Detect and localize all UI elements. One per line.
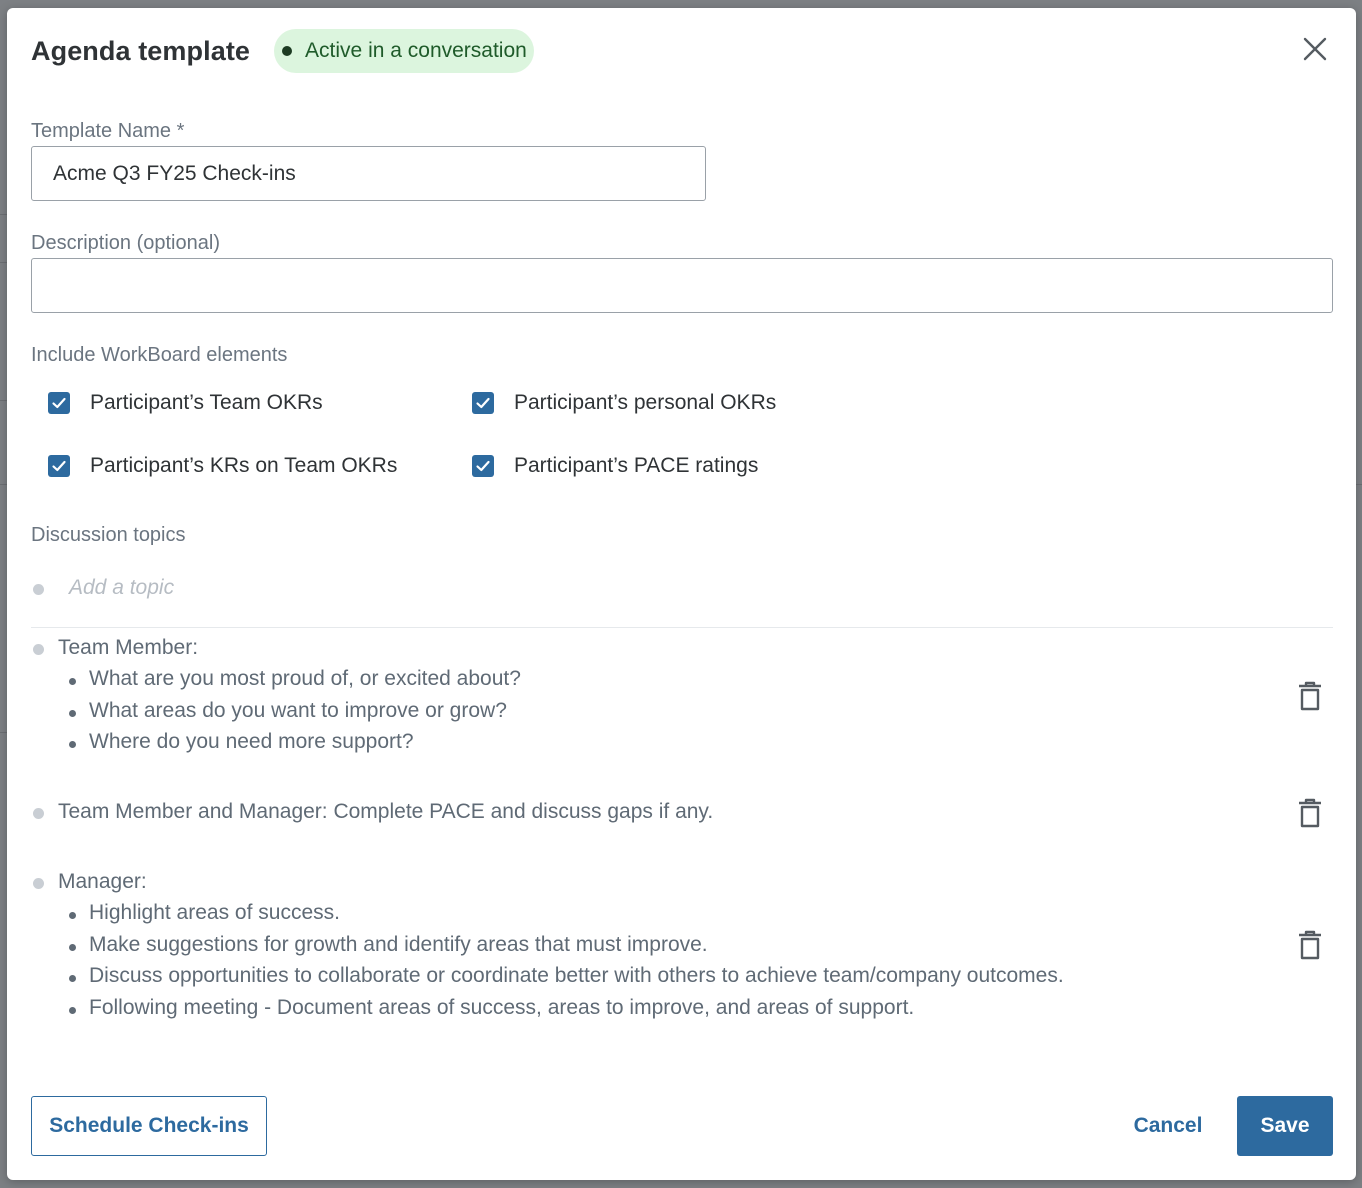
delete-topic-trash-icon[interactable] [1297, 930, 1323, 960]
topic-bullet-icon [33, 878, 44, 889]
topics-divider [31, 627, 1333, 628]
topic-bullet-icon [33, 808, 44, 819]
template-name-input[interactable] [31, 146, 706, 201]
topic-item[interactable] [31, 870, 1333, 1030]
modal-header [31, 28, 534, 74]
agenda-template-modal [7, 8, 1356, 1180]
element-label: Participant’s PACE ratings [514, 454, 759, 477]
topic-subitem: Discuss opportunities to collaborate or coordinate better with others to achieve team/company outcomes. [89, 964, 1064, 987]
topic-title: Manager: [58, 870, 147, 893]
cancel-button[interactable]: Cancel [1133, 1114, 1203, 1137]
description-input[interactable] [31, 258, 1333, 313]
element-label: Participant’s Team OKRs [90, 391, 323, 414]
element-pace-ratings[interactable] [472, 454, 758, 478]
workboard-elements-label: Include WorkBoard elements [31, 344, 288, 366]
discussion-topics-label: Discussion topics [31, 524, 186, 546]
element-label: Participant’s KRs on Team OKRs [90, 454, 398, 477]
topic-title: Team Member and Manager: Complete PACE and discuss gaps if any. [58, 800, 714, 823]
status-badge [274, 29, 534, 73]
topic-bullet-icon [33, 644, 44, 655]
status-dot-icon [282, 46, 292, 56]
topic-item[interactable] [31, 636, 1333, 760]
topic-subitem: Where do you need more support? [89, 730, 414, 753]
topic-title: Team Member: [58, 636, 199, 659]
topic-bullet-icon [33, 584, 44, 595]
delete-topic-trash-icon[interactable] [1297, 681, 1323, 711]
description-label: Description (optional) [31, 232, 220, 254]
schedule-check-ins-button[interactable]: Schedule Check-ins [31, 1096, 267, 1156]
add-topic-input[interactable]: Add a topic [69, 576, 175, 599]
save-button[interactable]: Save [1237, 1096, 1333, 1156]
element-personal-okrs[interactable] [472, 391, 776, 415]
template-name-label: Template Name * [31, 120, 185, 142]
modal-title: Agenda template [31, 35, 251, 66]
close-icon[interactable] [1300, 34, 1330, 64]
checkbox-checked-icon[interactable] [48, 392, 70, 414]
topic-item[interactable] [31, 800, 1333, 840]
checkbox-checked-icon[interactable] [472, 455, 494, 477]
checkbox-checked-icon[interactable] [48, 455, 70, 477]
topic-subitem: Highlight areas of success. [89, 901, 340, 924]
topic-subitem: What areas do you want to improve or grow? [89, 699, 507, 722]
element-label: Participant’s personal OKRs [514, 391, 777, 414]
topic-subitem: What are you most proud of, or excited about? [89, 667, 521, 690]
topic-subitem: Following meeting - Document areas of success, areas to improve, and areas of support. [89, 996, 915, 1019]
status-badge-label: Active in a conversation [305, 39, 527, 62]
checkbox-checked-icon[interactable] [472, 392, 494, 414]
topic-subitem: Make suggestions for growth and identify areas that must improve. [89, 933, 708, 956]
delete-topic-trash-icon[interactable] [1297, 798, 1323, 828]
element-team-okrs[interactable] [48, 391, 323, 415]
element-krs-on-team-okrs[interactable] [48, 454, 397, 478]
